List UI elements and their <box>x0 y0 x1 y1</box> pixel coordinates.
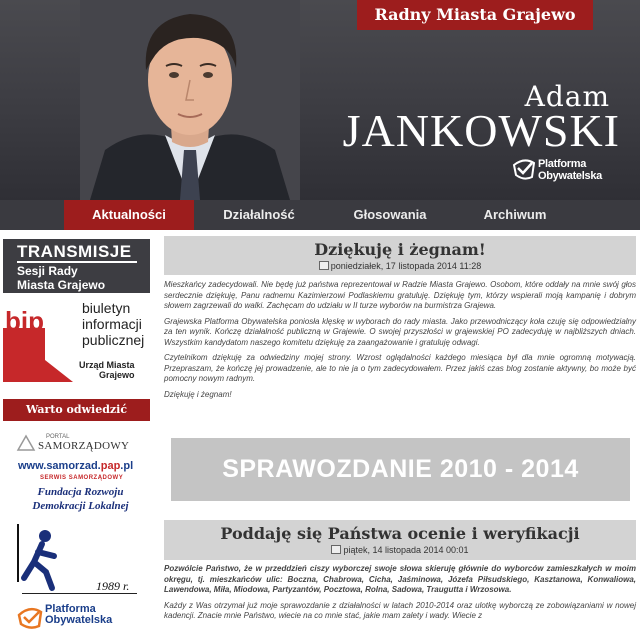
po-sidebar-line2: Obywatelska <box>45 614 113 626</box>
serwis-samorzadowy: SERWIS SAMORZĄDOWY <box>40 475 124 481</box>
portal-label-small: PORTAL <box>46 434 70 440</box>
bip-letters: bip <box>5 306 44 336</box>
portal-label-big: SAMORZĄDOWY <box>38 440 130 452</box>
transmisje-banner[interactable] <box>3 239 150 293</box>
post-paragraph: Mieszkańcy zadecydowali. Nie będę już państwa reprezentował w Radzie Miasta Grajewo. Osobom, które oddały na mnie swój głos serdecznie dziękuję, Panu radnemu Kazimierzowi Podlaskiemu gratuluję. Dziękuję tym, którzy wspierali moją kampanię i dobrym słowem zagrzewali do walki. Zachęcam do udziału w II turze wyborów na burmistrza Grajewa. <box>164 280 636 310</box>
portrait-photo <box>80 0 300 200</box>
transmisje-divider <box>17 261 137 263</box>
warto-odwiedzic-header: Warto odwiedzić <box>3 399 150 421</box>
transmisje-line3: Miasta Grajewo <box>17 278 106 292</box>
samorzad-part1: www.samorzad. <box>18 460 101 472</box>
calendar-icon <box>331 545 341 554</box>
bip-line3: publicznej <box>82 332 145 348</box>
year-divider <box>22 593 137 594</box>
post-date: piątek, 14 listopada 2014 00:01 <box>343 545 469 555</box>
party-logo-icon <box>512 155 536 181</box>
post-header <box>164 520 636 560</box>
post-paragraph: Każdy z Was otrzymał już moje sprawozdanie z działalności w latach 2010-2014 oraz ulotkę wyborczą ze zobowiązaniami w nowej kadencji. Znacie mnie Państwo, wiecie na co mnie stać, jakie mam zalety i wady. Wiecie z <box>164 600 636 620</box>
fundacja-line1: Fundacja Rozwoju <box>37 486 124 498</box>
post-paragraph: Czytelnikom dziękuję za odwiedziny mojej strony. Wzrost oglądalności każdego miesiąca był dla mnie ogromną motywacją. Przepraszam, że kończę jej prowadzenie, ale to nie ja o tym zadecydowałem. Przez jakiś czas blog zostanie aktywny, bo może być pomocny nowym radnym. <box>164 353 636 383</box>
nav-item-glosowania[interactable]: Głosowania <box>353 207 427 222</box>
party-logo-line2: Obywatelska <box>538 170 602 182</box>
transmisje-title: TRANSMISJE <box>17 242 132 261</box>
samorzad-part2: pap <box>100 460 121 472</box>
bip-bottom1: Urząd Miasta <box>79 360 135 370</box>
samorzad-pap-link[interactable] <box>18 460 133 472</box>
po-sidebar-link[interactable] <box>17 603 142 631</box>
last-name: JANKOWSKI <box>342 105 620 156</box>
post-paragraph: Pozwólcie Państwo, że w przeddzień ciszy wyborczej swoje słowa skieruję głównie do wyborców zamieszkałych w moim okręgu, tj. mieszkańców ulic: Boczna, Chabrowa, Cicha, Jaśminowa, Józefa Piłsudskiego, Kasztanowa, Konwaliowa, Lawendowa, Miła, Miodowa, Partyzantów, Pocztowa, Rolna, Sadowa, Traugutta i Wrzosowa. <box>164 564 636 594</box>
post-title[interactable]: Dziękuję i żegnam! <box>314 240 486 259</box>
bip-line2: informacji <box>82 316 142 332</box>
runner-logo-icon <box>12 522 72 592</box>
post-body <box>164 280 636 405</box>
fundacja-line2: Demokracji Lokalnej <box>32 500 129 512</box>
main-nav <box>0 200 640 230</box>
sprawozdanie-banner[interactable]: SPRAWOZDANIE 2010 - 2014 <box>171 438 630 501</box>
site-title: Radny Miasta Grajewo <box>357 0 593 30</box>
post-paragraph: Grajewska Platforma Obywatelska poniosła klęskę w wyborach do rady miasta. Jako przewodniczący koła czuję się odpowiedzialny za ten wynik. Kończę działalność publiczną w Grajewie. O swojej przyszłości w grajewskiej PO zadecyduję w najbliższych dniach. Wszystkim kandydatom naszego komitetu dziękuję za zaangażowanie i gratuluję odwagi. <box>164 316 636 347</box>
portal-logo-icon <box>16 434 36 452</box>
calendar-icon <box>319 261 329 270</box>
nav-item-archiwum[interactable]: Archiwum <box>483 207 547 222</box>
post-paragraph: Dziękuję i żegnam! <box>164 389 232 399</box>
nav-item-dzialalnosc[interactable]: Działalność <box>223 207 295 222</box>
party-logo-line1: Platforma <box>538 158 587 170</box>
po-sidebar-icon <box>17 603 43 629</box>
post-title[interactable]: Poddaję się Państwa ocenie i weryfikacji <box>220 524 580 543</box>
site-header <box>0 0 640 200</box>
party-logo <box>512 155 622 185</box>
post-date: poniedziałek, 17 listopada 2014 11:28 <box>330 261 482 271</box>
samorzad-part3: .pl <box>120 460 134 472</box>
bip-bottom2: Grajewo <box>99 370 135 380</box>
fundacja-year: 1989 r. <box>96 579 130 593</box>
bip-banner[interactable] <box>3 298 150 386</box>
sidebar <box>0 238 152 631</box>
portal-samorzadowy-link[interactable] <box>16 434 141 454</box>
nav-item-aktualnosci[interactable]: Aktualności <box>64 200 194 230</box>
post-header <box>164 236 636 275</box>
main-content <box>164 236 640 631</box>
fundacja-link[interactable] <box>18 485 143 513</box>
bip-line1: biuletyn <box>82 300 131 316</box>
post-body <box>164 564 636 627</box>
transmisje-line2: Sesji Rady <box>17 264 78 278</box>
po-sidebar-line1: Platforma <box>45 603 96 615</box>
first-name: Adam <box>524 80 610 113</box>
